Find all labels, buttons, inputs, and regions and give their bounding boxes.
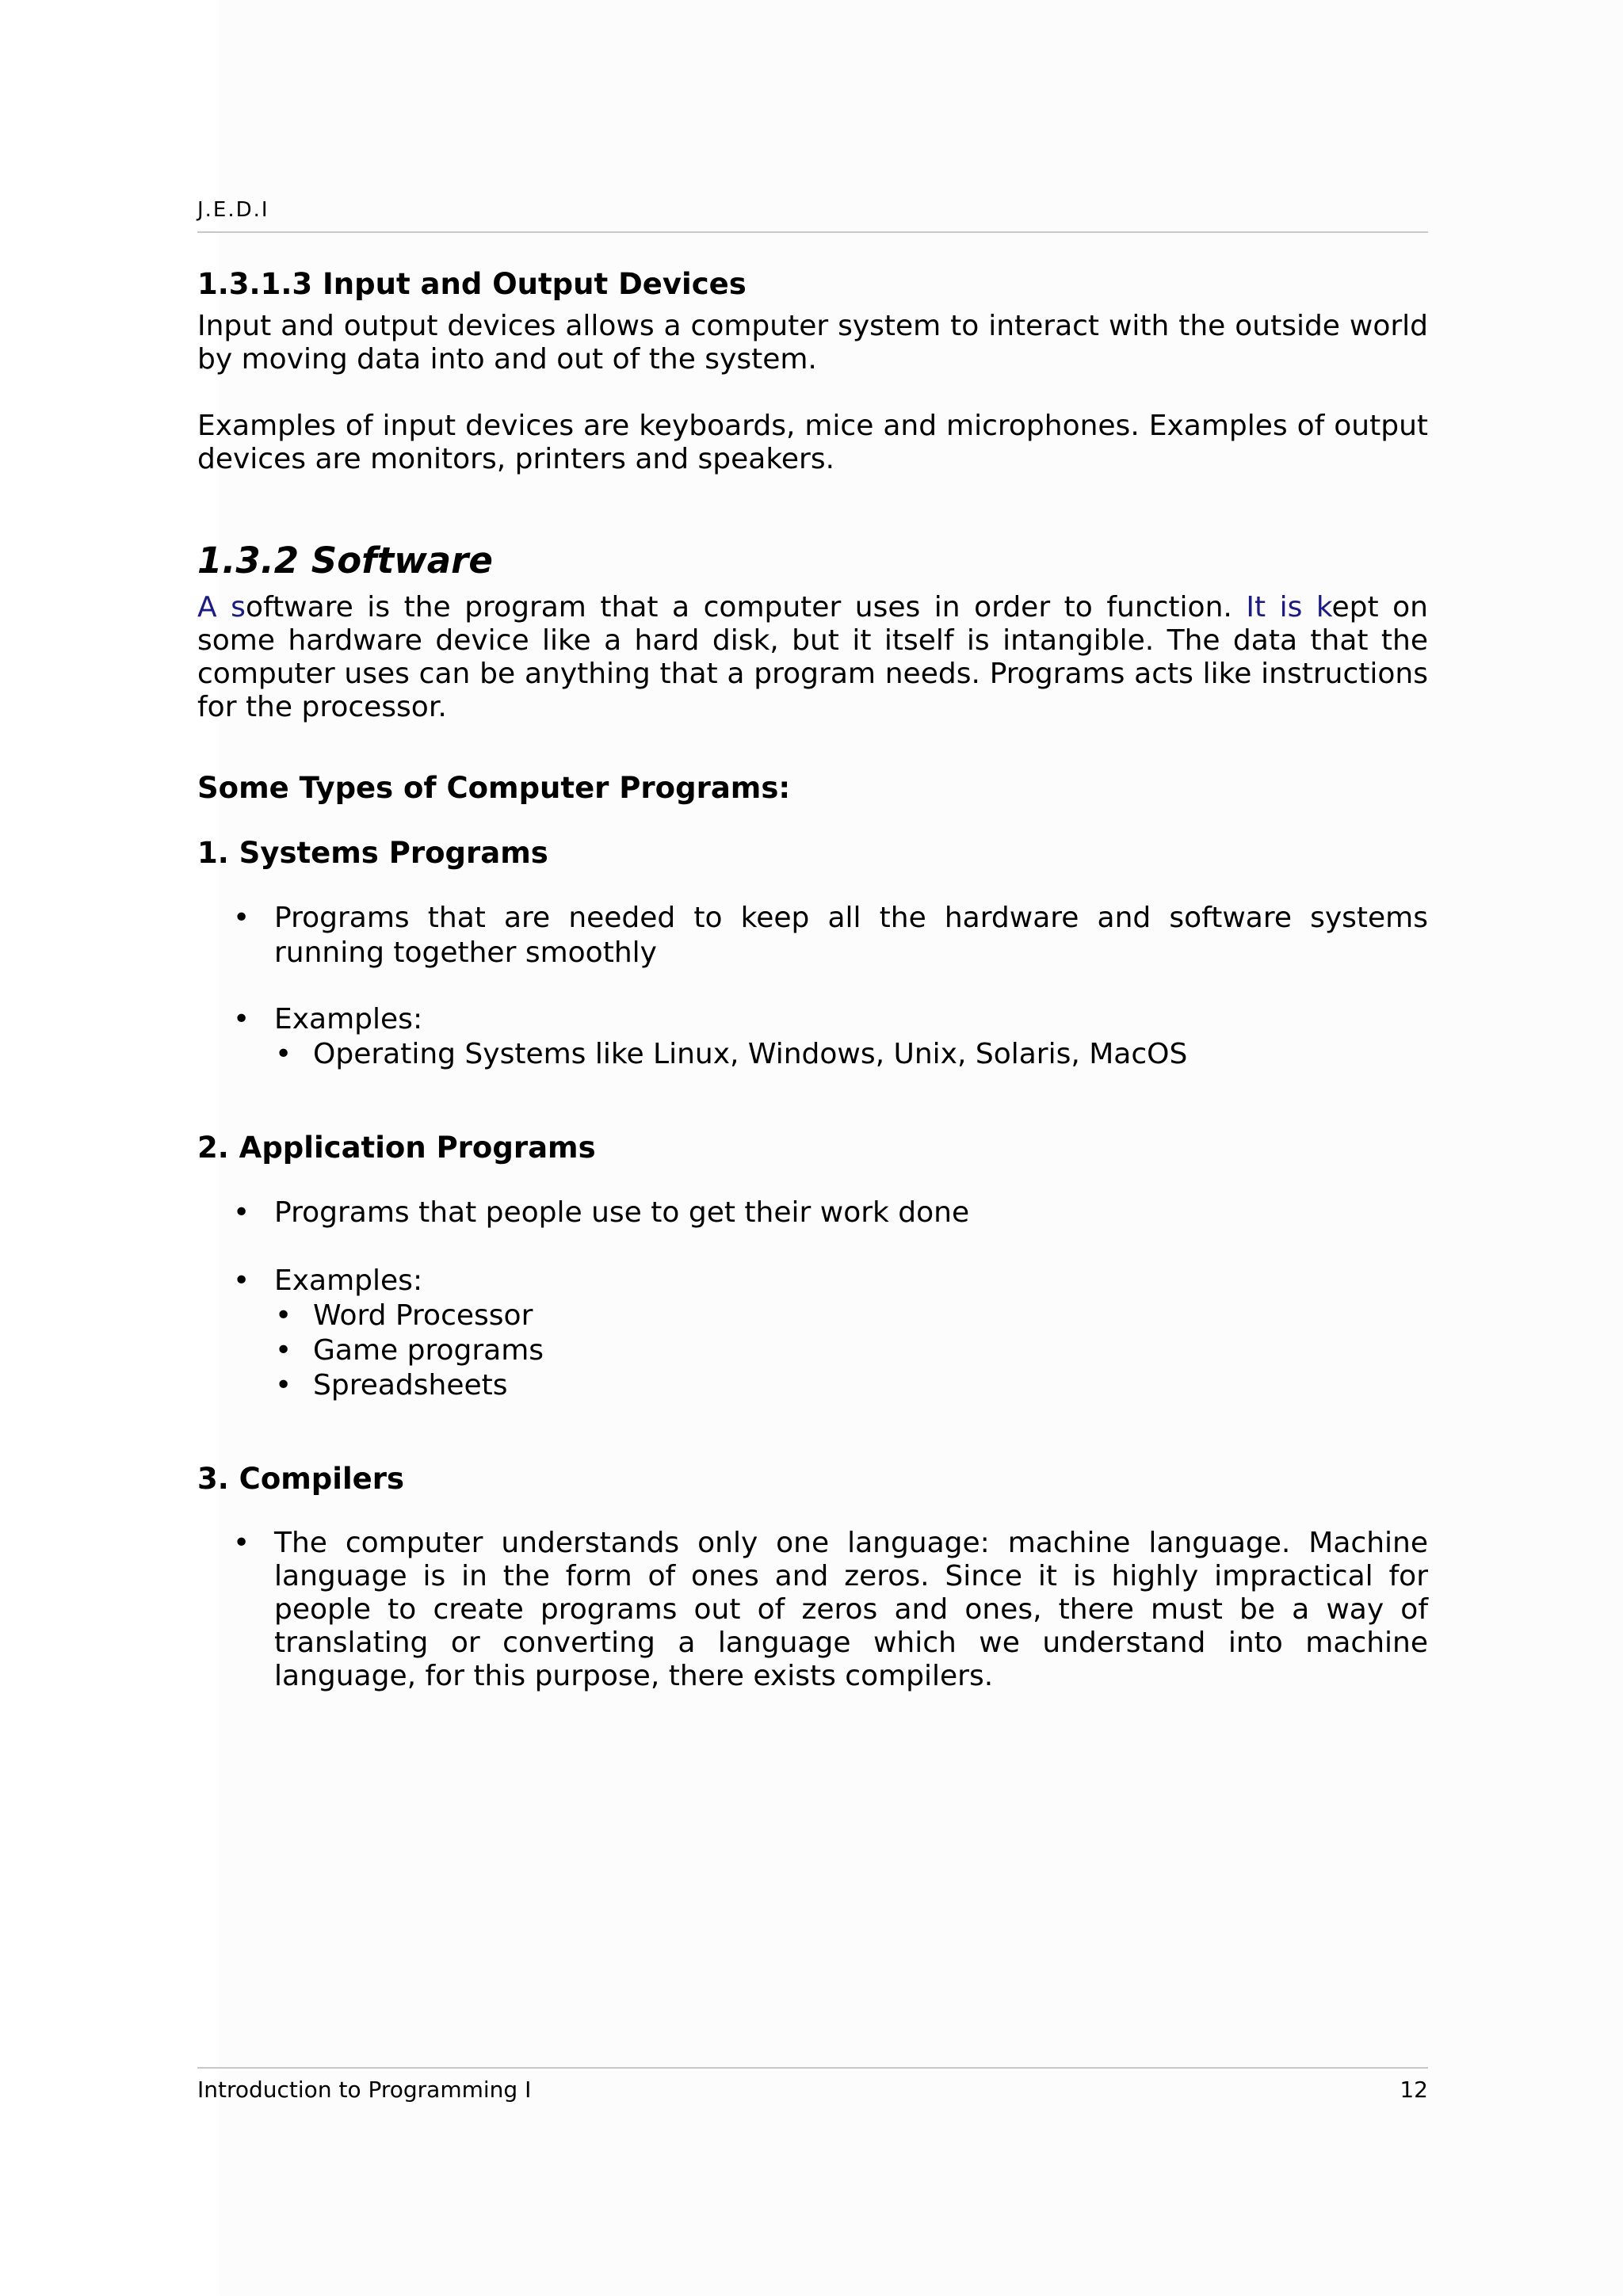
header-title: J.E.D.I [197,198,269,222]
software-para-s: s [231,591,246,624]
application-programs-desc-item [233,1196,1428,1230]
bullet-icon: • [233,1527,250,1559]
software-para-k: k [1316,591,1332,624]
program-types-heading: Some Types of Computer Programs: [197,771,791,805]
application-programs-example-item [275,1368,1428,1403]
software-para-mid: oftware is the program that a computer uses in order to function. [245,591,1247,624]
application-programs-examples-item [233,1264,1428,1299]
systems-programs-heading: 1. Systems Programs [197,836,548,870]
systems-programs-desc: Programs that are needed to keep all the hardware and software systems running together smoothly [274,902,1428,969]
bullet-icon: • [275,1299,292,1332]
page-header [197,198,1428,233]
bullet-icon: • [275,1038,292,1070]
application-programs-heading: 2. Application Programs [197,1131,596,1165]
bullet-icon: • [233,1264,250,1297]
software-para-rest: ept on some hardware device like a hard disk, but it itself is intangible. The data that the computer uses can be anything that a program needs. Programs acts like instructions for the processor. [197,591,1428,723]
software-paragraph [197,591,1428,724]
application-programs-example-text: Spreadsheets [313,1369,508,1402]
compilers-heading: 3. Compilers [197,1462,405,1496]
io-devices-paragraph-1: Input and output devices allows a computer system to interact with the outside world by moving data into and out of the system. [197,310,1428,376]
application-programs-example-item [275,1299,1428,1333]
systems-programs-example-text: Operating Systems like Linux, Windows, Unix, Solaris, MacOS [313,1038,1188,1070]
page-content [197,261,1428,1693]
software-heading: 1.3.2 Software [197,540,493,582]
systems-programs-examples-label: Examples: [274,1003,423,1035]
application-programs-example-text: Word Processor [313,1299,533,1332]
systems-programs-desc-item [233,901,1428,971]
software-para-space-2 [1302,591,1316,624]
bullet-icon: • [275,1334,292,1367]
application-programs-desc: Programs that people use to get their work done [274,1196,970,1229]
page-footer [197,2067,1428,2103]
software-para-a: A [197,591,217,624]
application-programs-example-item [275,1333,1428,1368]
software-para-it-is: It is [1246,591,1303,624]
application-programs-example-text: Game programs [313,1334,544,1367]
software-para-space-1 [217,591,231,624]
bullet-icon: • [233,1196,250,1229]
bullet-icon: • [233,902,250,934]
compilers-desc-item [233,1527,1428,1693]
io-devices-paragraph-2: Examples of input devices are keyboards, mice and microphones. Examples of output devices are monitors, printers and speakers. [197,410,1428,475]
systems-programs-example-item [275,1037,1428,1072]
page-number: 12 [1400,2077,1428,2103]
systems-programs-examples-item [233,1002,1428,1037]
bullet-icon: • [275,1369,292,1402]
bullet-icon: • [233,1003,250,1035]
application-programs-examples-label: Examples: [274,1264,423,1297]
compilers-desc: The computer understands only one language: machine language. Machine language is in the form of ones and zeros. Since it is highly impractical for people to create programs out of zeros and ones, there must be a way of translating or converting a language which we understand into machine language, for this purpose, there exists compilers. [274,1527,1428,1692]
io-devices-heading: 1.3.1.3 Input and Output Devices [197,267,747,301]
footer-title: Introduction to Programming I [197,2077,532,2103]
